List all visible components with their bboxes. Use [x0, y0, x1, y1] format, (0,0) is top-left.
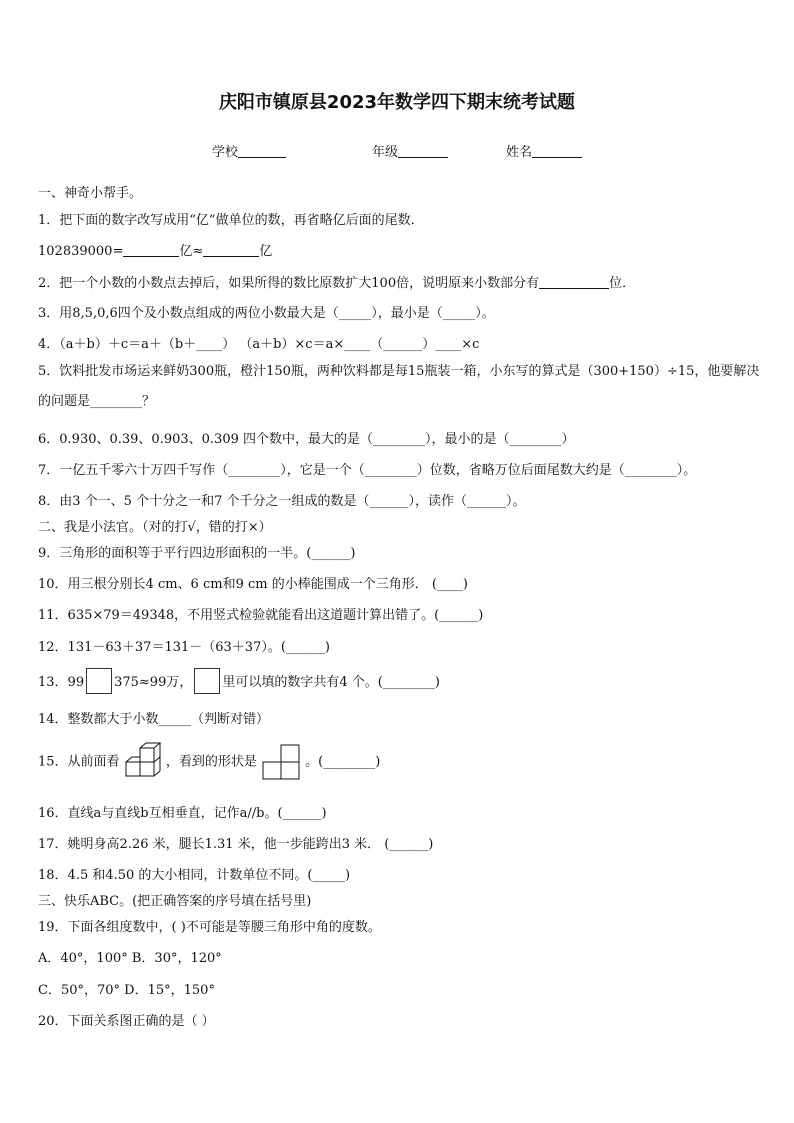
question-8: 8．由3 个一、5 个十分之一和7 个千分之一组成的数是（______），读作（______）。 — [38, 494, 526, 509]
page-title: 庆阳市镇原县2023年数学四下期末统考试题 — [218, 92, 576, 113]
question-3: 3．用8,5,0,6四个及小数点组成的两位小数最大是（_____），最小是（_____）。 — [38, 306, 495, 321]
blank-box — [194, 668, 220, 694]
question-7: 7．一亿五千零六十万四千写作（________），它是一个（________）位数，省略万位后面尾数大约是（________）。 — [38, 463, 697, 478]
question-19-options-cd: C．50°，70° D．15°，150° — [38, 983, 215, 998]
cube-stack-figure — [124, 742, 162, 782]
question-2: 2．把一个小数的小数点去掉后，如果所得的数比原数扩大100倍，说明原来小数部分有 位． — [38, 276, 636, 291]
name-field: 姓名 — [506, 141, 582, 160]
question-1: 1．把下面的数字改写成用“亿”做单位的数，再省略亿后面的尾数． — [38, 213, 424, 228]
question-12: 12．131－63＋37＝131－（63＋37）。(______) — [38, 640, 330, 655]
section-1-heading: 一、神奇小帮手。 — [38, 186, 143, 201]
question-19: 19．下面各组度数中，( )不可能是等腰三角形中角的度数。 — [38, 920, 381, 935]
question-4: 4．（a＋b）＋c＝a＋（b＋____） （a＋b）×c＝a×____（______）____×c — [38, 337, 480, 352]
question-1-blank: 102839000= 亿≈ 亿 — [38, 244, 273, 259]
question-5: 5．饮料批发市场运来鲜奶300瓶，橙汁150瓶，两种饮料都是每15瓶装一箱，小东写的算式是（300+150）÷15，他要解决的问题是________？ — [38, 364, 760, 409]
blank-box — [86, 668, 112, 694]
question-6: 6．0.930、0.39、0.903、0.309 四个数中，最大的是（________），最小的是（________） — [38, 432, 575, 447]
front-view-figure — [261, 743, 301, 781]
question-10: 10．用三根分别长4 cm、6 cm和9 cm 的小棒能围成一个三角形． (____) — [38, 577, 468, 592]
school-field: 学校 — [212, 141, 286, 160]
question-9: 9．三角形的面积等于平行四边形面积的一半。(______) — [38, 546, 356, 561]
question-16: 16．直线a与直线b互相垂直，记作a//b。(______) — [38, 806, 327, 821]
question-20: 20．下面关系图正确的是（ ） — [38, 1014, 215, 1029]
section-3-heading: 三、快乐ABC。(把正确答案的序号填在括号里) — [38, 894, 312, 909]
question-15: 15．从前面看 ，看到的形状是 。(________) — [38, 742, 380, 782]
grade-field: 年级 — [372, 141, 448, 160]
question-14: 14．整数都大于小数_____（判断对错） — [38, 712, 270, 727]
question-17: 17．姚明身高2.26 米，腿长1.31 米，他一步能跨出3 米． (______) — [38, 837, 434, 852]
question-11: 11．635×79＝49348，不用竖式检验就能看出这道题计算出错了。(______) — [38, 608, 484, 623]
question-19-options-ab: A．40°，100° B．30°，120° — [38, 951, 222, 966]
question-13: 13．99 375≈99万， 里可以填的数字共有4 个。(________) — [38, 668, 440, 694]
question-18: 18．4.5 和4.50 的大小相同，计数单位不同。(_____) — [38, 868, 351, 883]
section-2-heading: 二、我是小法官。（对的打√，错的打×） — [38, 520, 272, 535]
